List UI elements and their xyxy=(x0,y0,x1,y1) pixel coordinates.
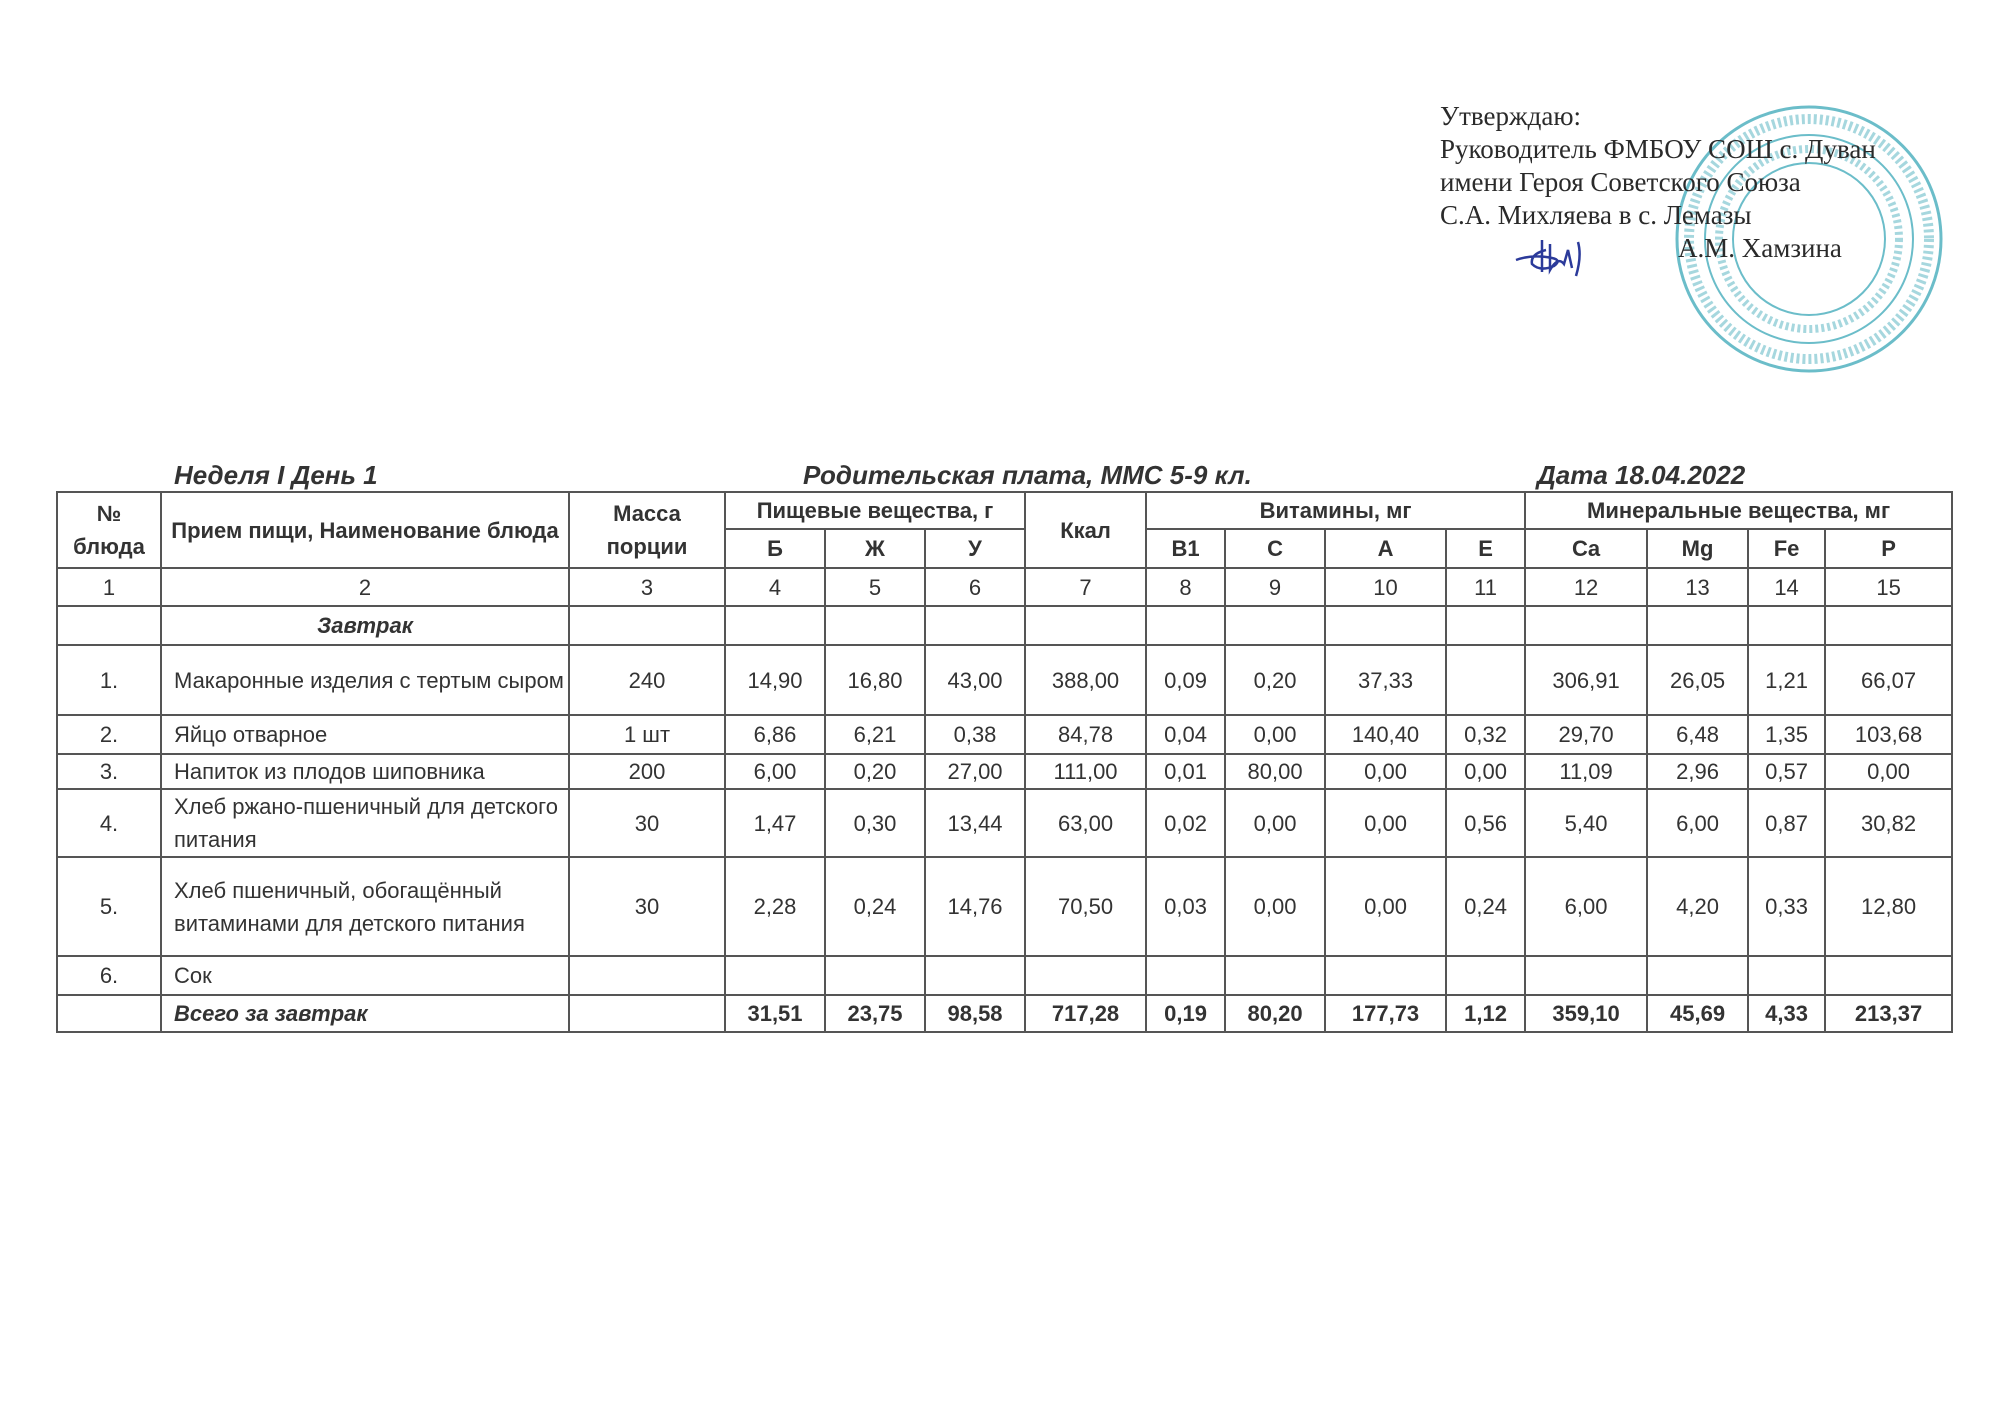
nutrient-value: 70,50 xyxy=(1025,857,1146,956)
nutrient-value: 0,30 xyxy=(825,789,925,857)
total-value: 177,73 xyxy=(1325,995,1446,1032)
nutrient-value: 306,91 xyxy=(1525,645,1647,715)
nutrient-value: 6,48 xyxy=(1647,715,1748,754)
week-day-heading: Неделя I День 1 xyxy=(174,460,378,490)
nutrient-value: 14,90 xyxy=(725,645,825,715)
subheader-e: E xyxy=(1446,529,1525,568)
approval-line: имени Героя Советского Союза xyxy=(1440,167,1801,197)
subheader-у: У xyxy=(925,529,1025,568)
table-row xyxy=(57,754,1952,789)
subheader-ж: Ж xyxy=(825,529,925,568)
nutrient-value: 6,86 xyxy=(725,715,825,754)
nutrient-value: 0,20 xyxy=(825,754,925,789)
nutrient-value: 16,80 xyxy=(825,645,925,715)
nutrient-value xyxy=(1225,956,1325,995)
payment-heading: Родительская плата, ММС 5-9 кл. xyxy=(803,460,1252,490)
nutrient-value: 37,33 xyxy=(1325,645,1446,715)
total-value: 717,28 xyxy=(1025,995,1146,1032)
nutrient-value: 0,24 xyxy=(825,857,925,956)
nutrient-value: 0,33 xyxy=(1748,857,1825,956)
header-mass: Масса порции xyxy=(569,492,725,568)
nutrient-value xyxy=(1446,956,1525,995)
nutrient-value xyxy=(1146,956,1225,995)
subheader-a: A xyxy=(1325,529,1446,568)
nutrient-value: 0,38 xyxy=(925,715,1025,754)
nutrient-value: 0,00 xyxy=(1225,789,1325,857)
total-value: 98,58 xyxy=(925,995,1025,1032)
dish-number: 2. xyxy=(57,715,161,754)
header-nutrients: Пищевые вещества, г xyxy=(725,492,1025,529)
nutrient-value: 63,00 xyxy=(1025,789,1146,857)
portion-mass: 1 шт xyxy=(569,715,725,754)
header-minerals: Минеральные вещества, мг xyxy=(1525,492,1952,529)
nutrient-value: 0,32 xyxy=(1446,715,1525,754)
subheader-b1: B1 xyxy=(1146,529,1225,568)
total-value: 45,69 xyxy=(1647,995,1748,1032)
approval-line: Руководитель ФМБОУ СОШ с. Дуван xyxy=(1440,134,1876,164)
column-number: 15 xyxy=(1825,568,1952,606)
total-value: 31,51 xyxy=(725,995,825,1032)
column-number: 12 xyxy=(1525,568,1647,606)
nutrient-value: 13,44 xyxy=(925,789,1025,857)
nutrient-value: 26,05 xyxy=(1647,645,1748,715)
nutrient-value: 0,04 xyxy=(1146,715,1225,754)
total-value: 80,20 xyxy=(1225,995,1325,1032)
table-row xyxy=(57,789,1952,857)
signatory-name: А.М. Хамзина xyxy=(1678,233,1842,263)
nutrient-value: 0,02 xyxy=(1146,789,1225,857)
table-row xyxy=(57,645,1952,715)
total-value: 23,75 xyxy=(825,995,925,1032)
total-value: 0,19 xyxy=(1146,995,1225,1032)
column-number: 7 xyxy=(1025,568,1146,606)
portion-mass: 240 xyxy=(569,645,725,715)
nutrient-value: 6,00 xyxy=(725,754,825,789)
nutrient-value: 0,87 xyxy=(1748,789,1825,857)
dish-number: 4. xyxy=(57,789,161,857)
nutrient-value: 6,21 xyxy=(825,715,925,754)
column-number: 4 xyxy=(725,568,825,606)
date-heading: Дата 18.04.2022 xyxy=(1537,460,1746,490)
total-row xyxy=(57,995,1952,1032)
approval-line: Утверждаю: xyxy=(1440,101,1582,131)
dish-name: Напиток из плодов шиповника xyxy=(161,754,569,789)
nutrient-value: 0,00 xyxy=(1325,789,1446,857)
table-row xyxy=(57,715,1952,754)
nutrient-value: 80,00 xyxy=(1225,754,1325,789)
portion-mass: 30 xyxy=(569,857,725,956)
nutrient-value: 0,03 xyxy=(1146,857,1225,956)
total-label: Всего за завтрак xyxy=(161,995,569,1032)
subheader-fe: Fe xyxy=(1748,529,1825,568)
total-value: 4,33 xyxy=(1748,995,1825,1032)
column-number: 5 xyxy=(825,568,925,606)
nutrient-value: 0,24 xyxy=(1446,857,1525,956)
nutrient-value: 14,76 xyxy=(925,857,1025,956)
approval-block xyxy=(1440,100,1876,265)
dish-name: Хлеб ржано-пшеничный для детского питания xyxy=(161,789,569,857)
column-number: 14 xyxy=(1748,568,1825,606)
dish-number: 5. xyxy=(57,857,161,956)
column-number: 2 xyxy=(161,568,569,606)
nutrient-value: 0,00 xyxy=(1325,857,1446,956)
nutrient-value: 2,96 xyxy=(1647,754,1748,789)
column-number: 3 xyxy=(569,568,725,606)
total-value xyxy=(57,995,161,1032)
nutrient-value xyxy=(1325,956,1446,995)
nutrient-value: 5,40 xyxy=(1525,789,1647,857)
dish-name: Сок xyxy=(161,956,569,995)
dish-number: 3. xyxy=(57,754,161,789)
nutrient-value: 84,78 xyxy=(1025,715,1146,754)
nutrient-value: 0,01 xyxy=(1146,754,1225,789)
header-kcal: Ккал xyxy=(1025,492,1146,568)
nutrient-value: 0,56 xyxy=(1446,789,1525,857)
total-value: 1,12 xyxy=(1446,995,1525,1032)
nutrient-value xyxy=(1825,956,1952,995)
nutrient-value: 43,00 xyxy=(925,645,1025,715)
nutrient-value: 0,00 xyxy=(1825,754,1952,789)
nutrient-value: 27,00 xyxy=(925,754,1025,789)
nutrient-value: 0,09 xyxy=(1146,645,1225,715)
nutrient-value: 11,09 xyxy=(1525,754,1647,789)
dish-number: 1. xyxy=(57,645,161,715)
table-row xyxy=(57,857,1952,956)
dish-name: Яйцо отварное xyxy=(161,715,569,754)
nutrient-value: 0,20 xyxy=(1225,645,1325,715)
menu-table xyxy=(56,491,1953,1033)
column-number: 1 xyxy=(57,568,161,606)
nutrient-value: 4,20 xyxy=(1647,857,1748,956)
nutrient-value: 111,00 xyxy=(1025,754,1146,789)
header-num: № блюда xyxy=(57,492,161,568)
nutrient-value xyxy=(1446,645,1525,715)
header-vitamins: Витамины, мг xyxy=(1146,492,1525,529)
nutrient-value: 0,00 xyxy=(1325,754,1446,789)
nutrient-value: 12,80 xyxy=(1825,857,1952,956)
dish-name: Макаронные изделия с тертым сыром xyxy=(161,645,569,715)
total-value: 359,10 xyxy=(1525,995,1647,1032)
nutrient-value: 2,28 xyxy=(725,857,825,956)
nutrient-value: 30,82 xyxy=(1825,789,1952,857)
nutrient-value xyxy=(825,956,925,995)
column-number: 13 xyxy=(1647,568,1748,606)
section-label: Завтрак xyxy=(161,606,569,645)
total-value: 213,37 xyxy=(1825,995,1952,1032)
nutrient-value: 388,00 xyxy=(1025,645,1146,715)
nutrient-value: 6,00 xyxy=(1647,789,1748,857)
nutrient-value: 103,68 xyxy=(1825,715,1952,754)
subheader-p: P xyxy=(1825,529,1952,568)
nutrient-value: 0,57 xyxy=(1748,754,1825,789)
nutrient-value: 0,00 xyxy=(1446,754,1525,789)
subheader-ca: Ca xyxy=(1525,529,1647,568)
nutrient-value: 29,70 xyxy=(1525,715,1647,754)
column-number: 9 xyxy=(1225,568,1325,606)
signature-icon xyxy=(1512,236,1602,280)
nutrient-value: 0,00 xyxy=(1225,857,1325,956)
approval-line: С.А. Михляева в с. Лемазы xyxy=(1440,200,1752,230)
nutrient-value xyxy=(1647,956,1748,995)
nutrient-value xyxy=(925,956,1025,995)
subheader-б: Б xyxy=(725,529,825,568)
column-number: 11 xyxy=(1446,568,1525,606)
portion-mass: 200 xyxy=(569,754,725,789)
nutrient-value: 140,40 xyxy=(1325,715,1446,754)
header-name: Прием пищи, Наименование блюда xyxy=(161,492,569,568)
subheader-c: C xyxy=(1225,529,1325,568)
column-number: 6 xyxy=(925,568,1025,606)
nutrient-value xyxy=(1025,956,1146,995)
nutrient-value: 0,00 xyxy=(1225,715,1325,754)
subheader-mg: Mg xyxy=(1647,529,1748,568)
nutrient-value: 1,47 xyxy=(725,789,825,857)
portion-mass xyxy=(569,956,725,995)
nutrient-value: 1,21 xyxy=(1748,645,1825,715)
dish-number: 6. xyxy=(57,956,161,995)
nutrient-value xyxy=(725,956,825,995)
column-number: 8 xyxy=(1146,568,1225,606)
dish-name: Хлеб пшеничный, обогащённый витаминами для детского питания xyxy=(161,857,569,956)
nutrient-value xyxy=(1748,956,1825,995)
nutrient-value xyxy=(1525,956,1647,995)
column-number: 10 xyxy=(1325,568,1446,606)
nutrient-value: 6,00 xyxy=(1525,857,1647,956)
portion-mass: 30 xyxy=(569,789,725,857)
total-value xyxy=(569,995,725,1032)
nutrient-value: 66,07 xyxy=(1825,645,1952,715)
table-row xyxy=(57,956,1952,995)
nutrient-value: 1,35 xyxy=(1748,715,1825,754)
